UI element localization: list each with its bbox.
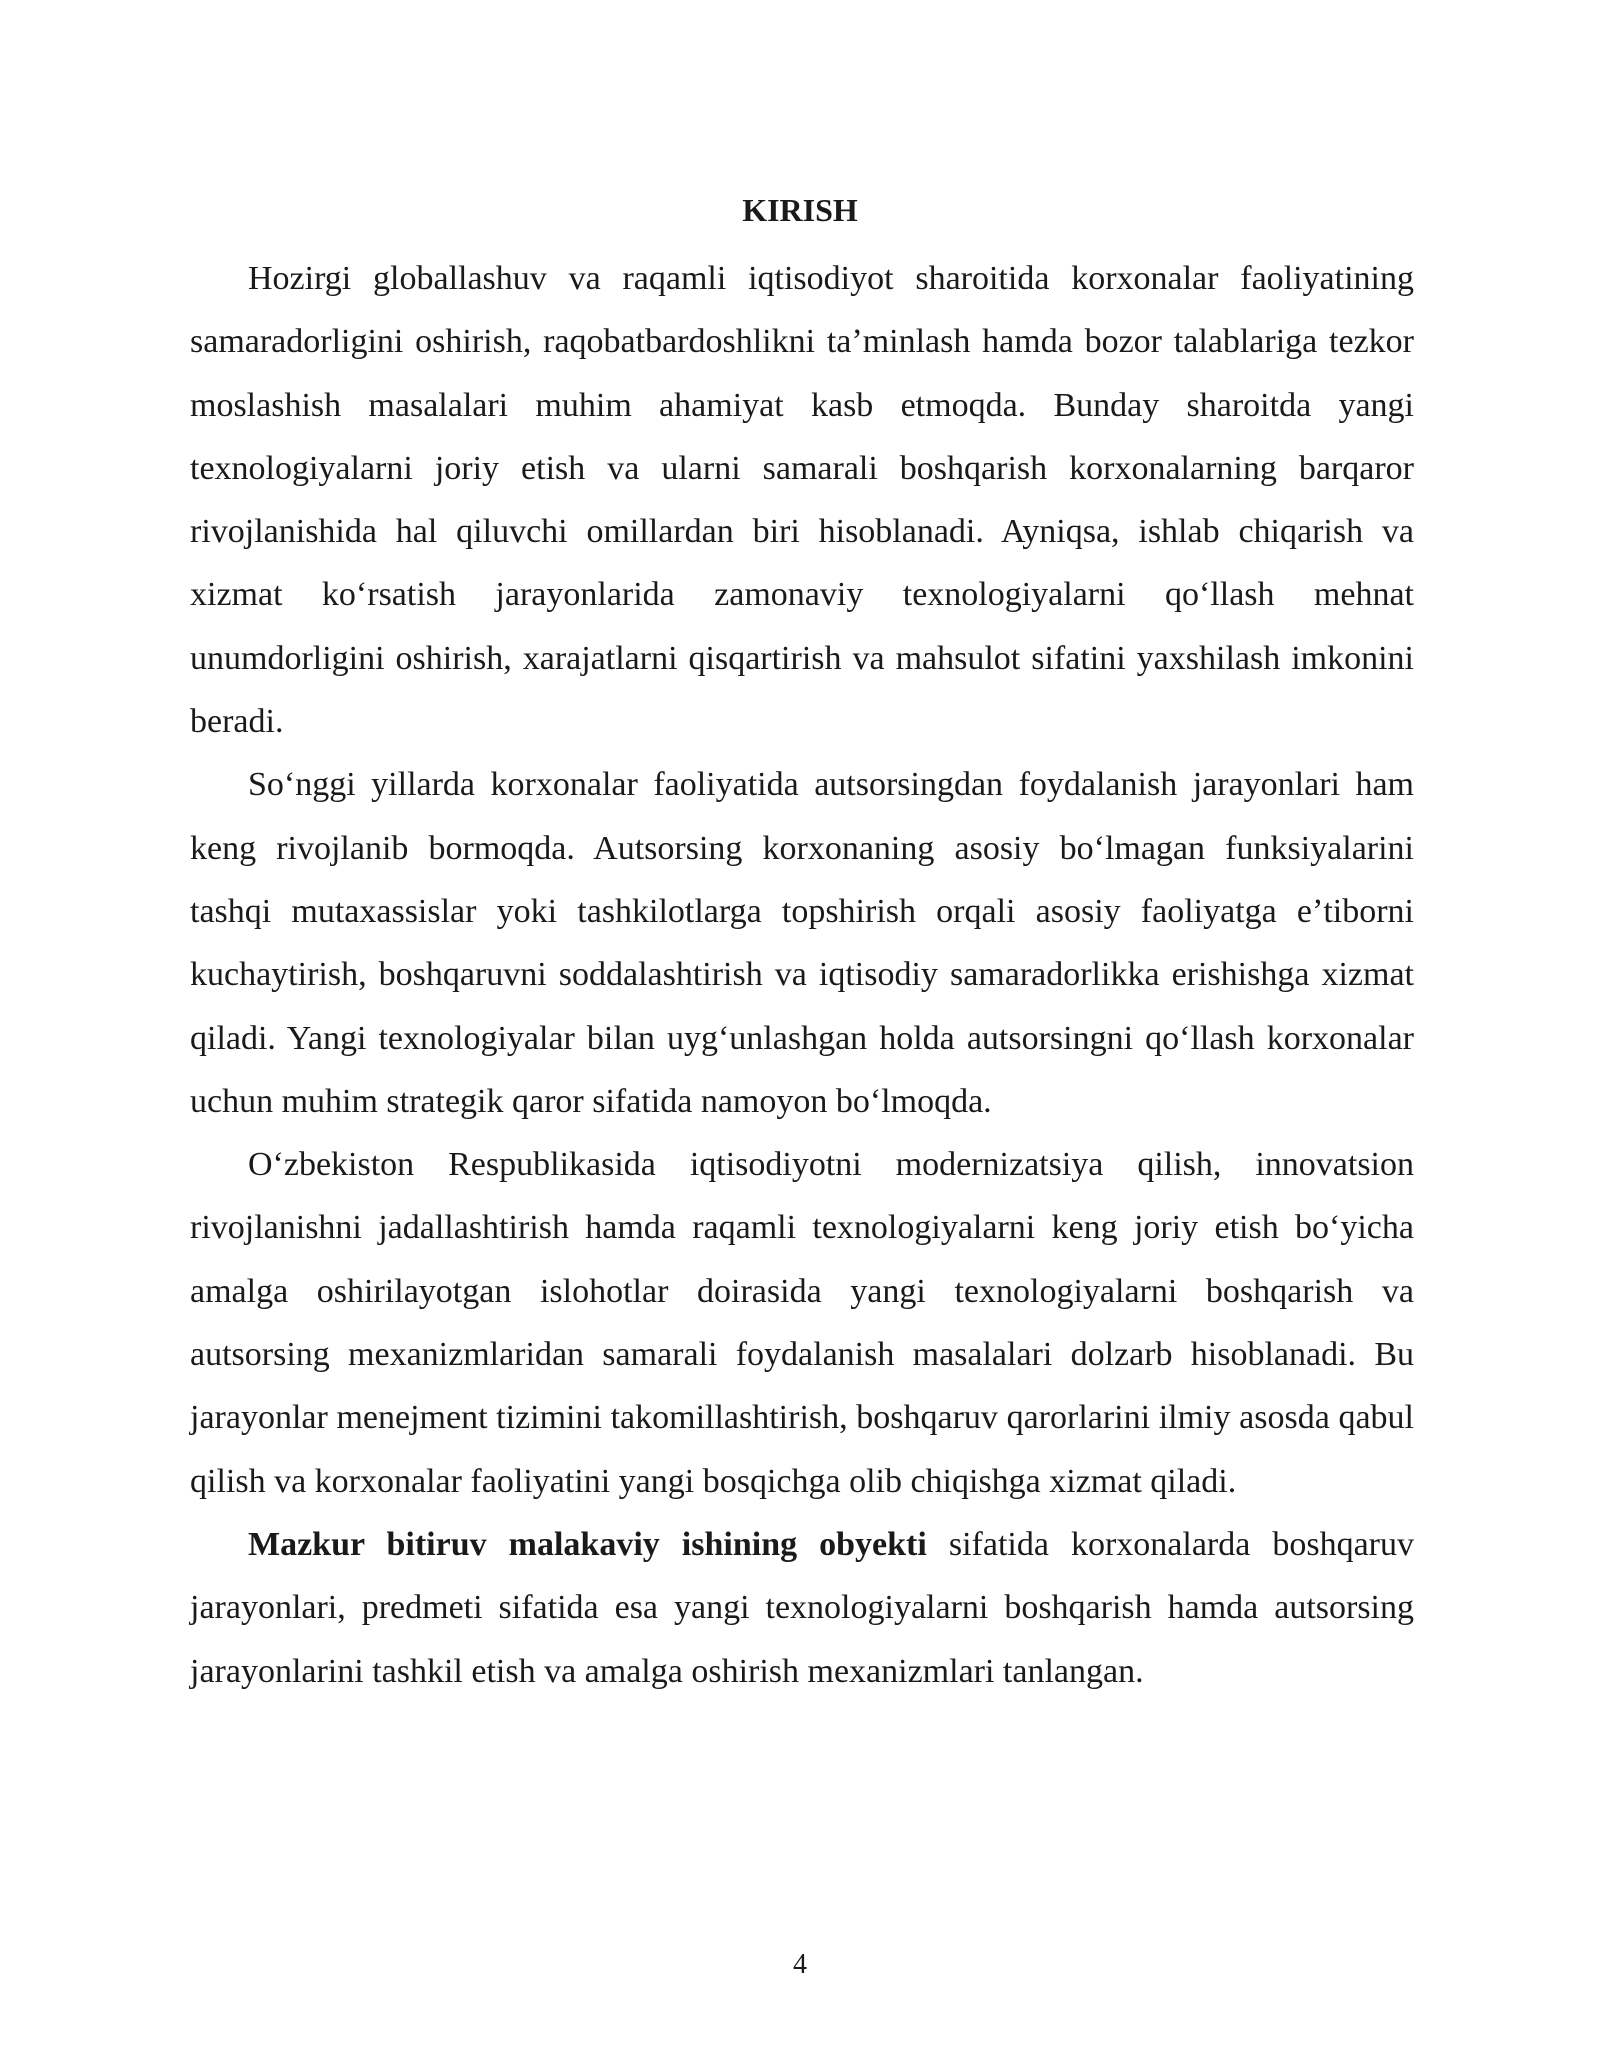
paragraph-4-text: sifatida korxonalarda boshqaruv jarayonlari, predmeti sifatida esa yangi texnologiyalarni boshqarish hamda autsorsing jarayonlarini tashkil etish va amalga oshirish mexanizmlari tanlangan. bbox=[190, 1525, 1414, 1690]
paragraph-2 bbox=[190, 753, 1414, 1133]
paragraph-1 bbox=[190, 247, 1414, 753]
paragraph-1-text: Hozirgi globallashuv va raqamli iqtisodiyot sharoitida korxonalar faoliyatining samaradorligini oshirish, raqobatbardoshlikni taʼminlash hamda bozor talablariga tezkor moslashish masalalari muhim ahamiyat kasb etmoqda. Bunday sharoitda yangi texnologiyalarni joriy etish va ularni samarali boshqarish korxonalarning barqaror rivojlanishida hal qiluvchi omillardan biri hisoblanadi. Ayniqsa, ishlab chiqarish va xizmat koʻrsatish jarayonlarida zamonaviy texnologiyalarni qoʻllash mehnat unumdorligini oshirish, xarajatlarni qisqartirish va mahsulot sifatini yaxshilash imkonini beradi. bbox=[190, 260, 1414, 741]
paragraph-4 bbox=[190, 1513, 1414, 1703]
paragraph-3-text: Oʻzbekiston Respublikasida iqtisodiyotni modernizatsiya qilish, innovatsion rivojlanishni jadallashtirish hamda raqamli texnologiyalarni keng joriy etish boʻyicha amalga oshirilayotgan islohotlar doirasida yangi texnologiyalarni boshqarish va autsorsing mexanizmlaridan samarali foydalanish masalalari dolzarb hisoblanadi. Bu jarayonlar menejment tizimini takomillashtirish, boshqaruv qarorlarini ilmiy asosda qabul qilish va korxonalar faoliyatini yangi bosqichga olib chiqishga xizmat qiladi. bbox=[190, 1146, 1414, 1500]
research-object-label: Mazkur bitiruv malakaviy ishining obyekti bbox=[248, 1525, 927, 1563]
page-number: 4 bbox=[793, 1949, 807, 1980]
body-text bbox=[190, 247, 1414, 1703]
section-heading: KIRISH bbox=[742, 192, 858, 228]
paragraph-3 bbox=[190, 1133, 1414, 1513]
paragraph-2-text: Soʻnggi yillarda korxonalar faoliyatida autsorsingdan foydalanish jarayonlari ham keng rivojlanib bormoqda. Autsorsing korxonaning asosiy boʻlmagan funksiyalarini tashqi mutaxassislar yoki tashkilotlarga topshirish orqali asosiy faoliyatga eʼtiborni kuchaytirish, boshqaruvni soddalashtirish va iqtisodiy samaradorlikka erishishga xizmat qiladi. Yangi texnologiyalar bilan uygʻunlashgan holda autsorsingni qoʻllash korxonalar uchun muhim strategik qaror sifatida namoyon boʻlmoqda. bbox=[190, 766, 1414, 1120]
